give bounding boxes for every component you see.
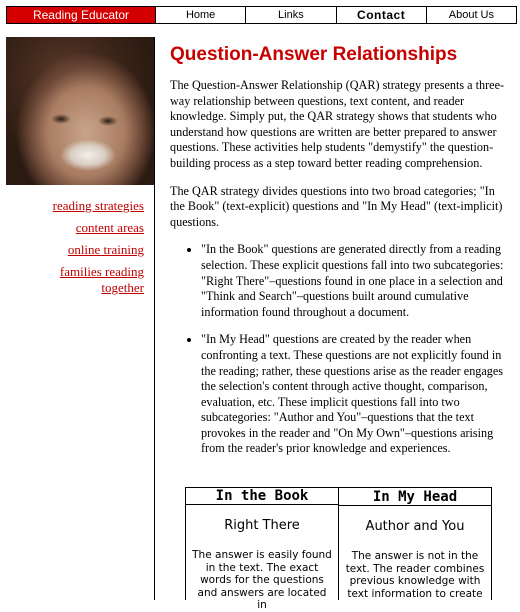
qar-subcategory: Right There [224, 518, 300, 533]
nav-about-us[interactable]: About Us [448, 9, 494, 21]
qar-table [185, 487, 492, 611]
sidebar-nav [20, 198, 144, 302]
intro-paragraph: The Question-Answer Relationship (QAR) strategy presents a three-way relationship between questions, text content, and reader knowledge. Simply put, the QAR strategy shows that students who understand how questions are written are better prepared to answer questions. These activities help students "demystify" the question-building process as a step toward better reading comprehension. [170, 78, 505, 170]
qar-description: The answer is easily found in the text. The exact words for the questions and answers are located in [192, 549, 332, 611]
main-content [170, 43, 508, 469]
qar-header: In My Head [339, 488, 491, 506]
qar-column-in-my-head [338, 488, 491, 600]
sidebar-item-reading-strategies[interactable]: reading strategies [52, 198, 144, 213]
qar-column-in-the-book [186, 488, 338, 611]
sidebar-item-families-reading-together[interactable]: families reading together [59, 264, 144, 295]
list-item-in-the-book: • "In the Book" questions are generated directly from a reading selection. These explicit questions fall into two subcategories: "Right There"–questions found in one place in a selection and "Think and Search"–questions built around cumulative information found throughout a document. [201, 242, 508, 320]
page-title: Question-Answer Relationships [170, 44, 458, 65]
nav-contact[interactable]: Contact [337, 7, 427, 23]
portrait-photo [6, 37, 154, 185]
column-divider [154, 37, 155, 600]
nav-links[interactable]: Links [246, 7, 336, 23]
site-logo[interactable]: Reading Educator [7, 7, 156, 23]
top-nav [6, 6, 517, 24]
categories-paragraph: The QAR strategy divides questions into two broad categories; "In the Book" (text-explicit) questions and "In My Head" (text-implicit) questions. [170, 183, 503, 229]
list-item-in-my-head: • "In My Head" questions are created by the reader when confronting a text. These questions are not explicitly found in the reading; rather, these questions arise as the reader engages the selection's content through active thought, comparison, evaluation, etc. These implicit questions fall into two subcategories: "Author and You"–questions that the text provokes in the reader and "On My Own"–questions arising from the reader's prior knowledge and experiences. [201, 332, 508, 457]
sidebar-item-content-areas[interactable]: content areas [75, 220, 144, 235]
qar-subcategory: Author and You [365, 519, 465, 534]
qar-header: In the Book [186, 488, 338, 505]
qar-description: The answer is not in the text. The reader combines previous knowledge with text information to create [345, 550, 485, 600]
qar-category-list [170, 242, 508, 457]
nav-home[interactable]: Home [156, 7, 246, 23]
sidebar-item-online-training[interactable]: online training [67, 242, 144, 257]
